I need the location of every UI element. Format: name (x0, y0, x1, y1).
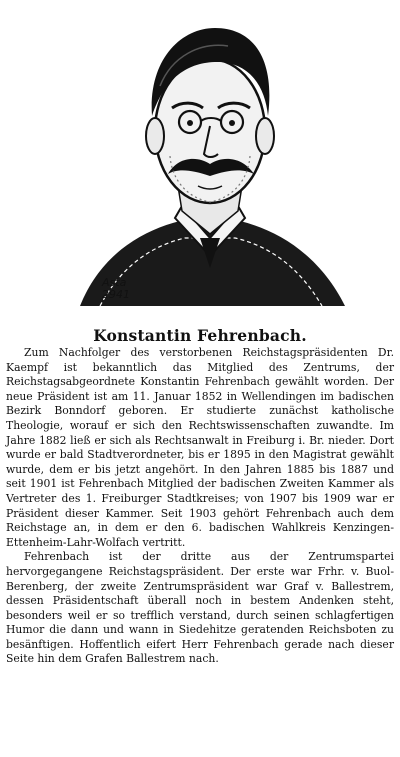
article-title: Konstantin Fehrenbach. (93, 326, 307, 345)
article-body (6, 346, 394, 667)
artist-signature (102, 277, 130, 301)
article-paragraph: Zum Nachfolger des verstorbenen Reichstagspräsidenten Dr. Kaempf ist bekanntlich das Mitglied des Zentrums, der Reichstagsabgeordnete Konstantin Fehrenbach gewählt worden. Der neue Präsident ist am 11. Januar 1852 in Wellendingen im badischen Bezirk Bonndorf geboren. Er studierte zunächst katholische Theologie, worauf er sich den Rechtswissenschaften zuwandte. Im Jahre 1882 ließ er sich als Rechtsanwalt in Freiburg i. Br. nieder. Dort wurde er bald Stadtverordneter, bis er 1895 in den Magistrat gewählt wurde, dem er bis jetzt angehört. In den Jahren 1885 bis 1887 und seit 1901 ist Fehrenbach Mitglied der badischen Zweiten Kammer als Vertreter des 1. Freiburger Stadtkreises; von 1907 bis 1909 war er Präsident dieser Kammer. Seit 1903 gehört Fehrenbach auch dem Reichstage an, in dem er den 6. badischen Wahlkreis Kenzingen-Ettenheim-Lahr-Wolfach vertritt. (6, 346, 394, 549)
signature-number: 2941 (102, 288, 130, 301)
article-paragraph: Fehrenbach ist der dritte aus der Zentrumspartei hervorgegangene Reichstagspräsident. Der erste war Frhr. v. Buol-Berenberg, der zweite Zentrumspräsident war Graf v. Ballestrem, dessen Präsidentschaft überall noch in bestem Andenken steht, besonders weil er so trefflich verstand, durch seinen schlagfertigen Humor die dann und wann in Siedehitze geratenden Reichsboten zu besänftigen. Hoffentlich eifert Herr Fehrenbach gerade nach dieser Seite hin dem Grafen Ballestrem nach. (6, 550, 394, 666)
signature-name: Asta (102, 276, 127, 289)
